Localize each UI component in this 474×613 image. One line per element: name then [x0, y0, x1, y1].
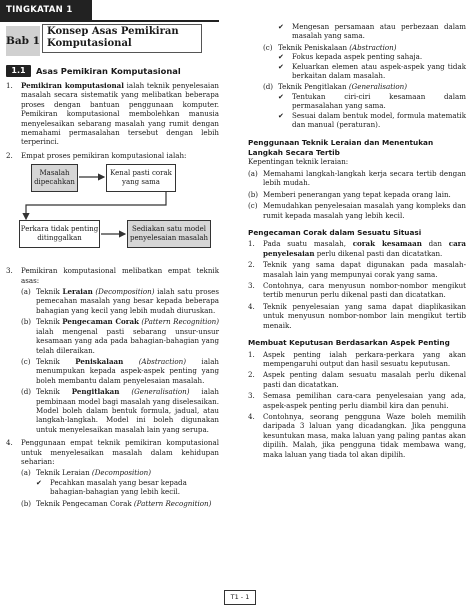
pattern-point-1: 1. Pada suatu masalah, corak kesamaan dan cara penyelesaian perlu dikenal pasti dan dicatatkan. — [248, 239, 466, 258]
usage-b-bullet: ✔ Mengesan persamaan atau perbezaan dalam masalah yang sama. — [278, 22, 466, 41]
point-number: 4. — [6, 438, 13, 448]
chapter-heading — [6, 24, 219, 56]
point-number: 3. — [6, 266, 13, 276]
pattern-point-4: 4. Teknik penyelesaian yang sama dapat diaplikasikan untuk menyusun nombor-nombor lain mengikut tertib menaik. — [248, 301, 466, 330]
check-icon: ✔ — [36, 477, 42, 487]
chapter-label: Bab 1 — [6, 26, 40, 56]
decision-point-2: 2. Aspek penting dalam sesuatu masalah perlu dikenal pasti dan dicatatkan. — [248, 370, 466, 389]
section-heading — [6, 65, 219, 77]
usage-a: (a) Teknik Leraian (Decomposition) — [21, 468, 151, 478]
point-text: Pemikiran komputasional melibatkan empat teknik asas: — [21, 266, 219, 285]
chapter-title: Konsep Asas Pemikiran Komputasional — [42, 24, 202, 53]
term: Pemikiran komputasional — [21, 81, 124, 90]
intro-text: Kepentingan teknik leraian: — [248, 157, 349, 167]
process-box-abstraction: Perkara tidak penting ditinggalkan — [19, 220, 100, 248]
pattern-point-2: 2. Teknik yang sama dapat digunakan pada masalah-masalah lain yang mempunyai corak yang sama. — [248, 260, 466, 279]
technique-a: (a) Teknik Leraian (Decomposition) ialah satu proses pemecahan masalah yang besar kepada beberapa bahagian yang kecil yang lebih mudah diuruskan. — [21, 287, 219, 315]
point-1 — [6, 81, 219, 147]
decision-point-3: 3. Semasa pemilihan cara-cara penyelesaian yang ada, aspek-aspek penting perlu diambil kira dan penuhi. — [248, 391, 466, 410]
check-icon: ✔ — [278, 110, 284, 120]
process-box-model: Sediakan satu model penyelesaian masalah — [127, 220, 211, 248]
decision-point-4: 4. Contohnya, seorang pengguna Waze boleh memilih daripada 3 laluan yang dicadangkan. Jika pengguna kesuntukan masa, maka laluan yang paling pantas akan dipilih. Malah, jika pengguna tidak membawa wang, maka laluan yang tiada tol akan dipilih. — [248, 412, 466, 459]
subheading-decision: Membuat Keputusan Berdasarkan Aspek Penting — [248, 338, 450, 348]
technique-c: (c) Teknik Peniskalaan (Abstraction) ialah menumpukan kepada aspek-aspek penting yang boleh membantu dalam penyelesaian masalah. — [21, 356, 219, 385]
usage-d-bullet: ✔ Sesuai dalam bentuk model, formula matematik dan manual (peraturan). — [278, 110, 466, 130]
point-4 — [6, 438, 219, 508]
technique-d: (d) Teknik Pengitlakan (Generalisation) ialah pembinaan model bagi masalah yang diselesaikan. Model boleh dalam bentuk formula, jadual, atau langkah-langkah. Model ini boleh digunakan untuk menyelesaikan masalah lain yang serupa. — [21, 387, 219, 434]
point-number: 1. — [6, 81, 13, 90]
section-number: 1.1 — [6, 65, 31, 77]
technique-b: (b) Teknik Pengecaman Corak (Pattern Recognition) ialah mengenal pasti sebarang unsur-unsur kesamaan yang ada pada bahagian-bahagian yang telah dileraikan. — [21, 317, 219, 355]
check-icon: ✔ — [278, 91, 284, 101]
usage-d: (d) Teknik Pengitlakan (Generalisation) — [263, 82, 407, 92]
point-3 — [6, 266, 219, 434]
arrow-down — [26, 192, 166, 219]
process-diagram — [6, 162, 219, 262]
usage-a-bullet: ✔ Pecahkan masalah yang besar kepada bahagian-bahagian yang lebih kecil. — [36, 477, 187, 497]
decision-point-1: 1. Aspek penting ialah perkara-perkara yang akan mempengaruhi output dan hasil sesuatu keputusan. — [248, 349, 466, 368]
usage-c: (c) Teknik Peniskalaan (Abstraction) — [263, 42, 397, 52]
point-text: Penggunaan empat teknik pemikiran komputasional untuk menyelesaikan masalah dalam kehidupan seharian: — [21, 438, 219, 466]
process-box-pattern: Kenal pasti corak yang sama — [106, 164, 176, 192]
pattern-point-3: 3. Contohnya, cara menyusun nombor-nombor mengikut tertib menurun perlu dikenal pasti dan dicatatkan. — [248, 281, 466, 300]
usage-b: (b) Teknik Pengecaman Corak (Pattern Recognition) — [21, 498, 212, 508]
right-column — [248, 22, 466, 459]
usage-c-bullet: ✔ Fokus kepada aspek penting sahaja. — [278, 52, 423, 62]
point-text: Empat proses pemikiran komputasional ialah: — [21, 150, 187, 160]
page-number: T1 - 1 — [224, 590, 256, 605]
subheading-decomposition: Penggunaan Teknik Leraian dan Menentukan Langkah Secara Tertib — [248, 138, 434, 157]
subheading-pattern: Pengecaman Corak dalam Sesuatu Situasi — [248, 227, 422, 237]
definition: ialah teknik penyelesaian masalah secara sistematik yang melibatkan beberapa proses dengan bantuan penggunaan komputer. Pemikiran komputasional membolehkan manusia menyelesaikan sebarang masalah yang rumit dengan memahami permasalahan tersebut dengan lebih terperinci. — [21, 81, 219, 147]
check-icon: ✔ — [278, 61, 284, 71]
left-column — [6, 22, 219, 508]
section-title: Asas Pemikiran Komputasional — [36, 66, 181, 76]
point-2 — [6, 151, 219, 160]
usage-c-bullet: ✔ Keluarkan elemen atau aspek-aspek yang tidak berkaitan dalam masalah. — [278, 61, 466, 81]
check-icon: ✔ — [278, 22, 284, 31]
point-text — [21, 81, 219, 147]
usage-d-bullet: ✔ Tentukan ciri-ciri kesamaan dalam permasalahan yang sama. — [278, 91, 466, 111]
importance-c: (c) Memudahkan penyelesaian masalah yang kompleks dan rumit kepada masalah yang lebih kecil. — [248, 201, 466, 220]
importance-a: (a) Memahami langkah-langkah kerja secara tertib dengan lebih mudah. — [248, 168, 466, 188]
form-banner: TINGKATAN 1 — [0, 0, 92, 20]
importance-b: (b) Memberi penerangan yang tepat kepada orang lain. — [248, 189, 451, 199]
check-icon: ✔ — [278, 52, 284, 62]
process-box-decompose: Masalah dipecahkan — [31, 164, 78, 192]
point-number: 2. — [6, 150, 13, 160]
